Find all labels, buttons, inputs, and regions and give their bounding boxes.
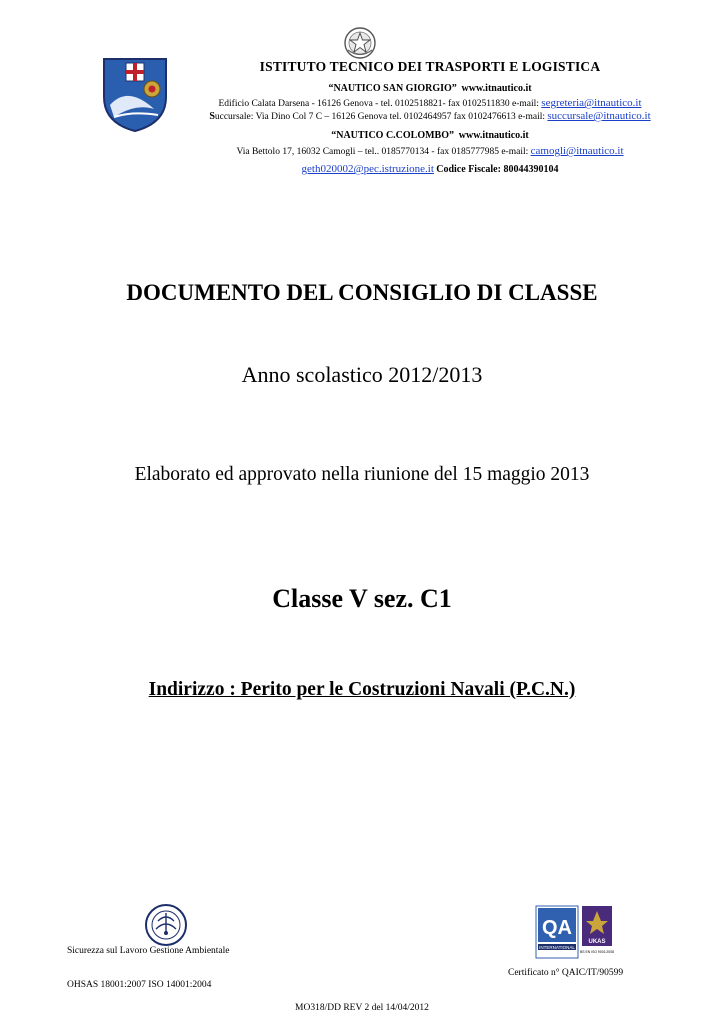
school-name: ISTITUTO TECNICO DEI TRASPORTI E LOGISTICA — [259, 59, 601, 74]
site2-name: “NAUTICO C.COLOMBO” — [331, 130, 455, 141]
qa-logo-subtext: INTERNATIONAL — [539, 945, 575, 950]
course-address: Indirizzo : Perito per le Costruzioni Navali (P.C.N.) — [148, 679, 576, 700]
certification-seal-icon — [142, 903, 190, 947]
site1-website: www.itnautico.it — [461, 83, 532, 94]
safety-environment-label: Sicurezza sul Lavoro Gestione Ambientale — [67, 946, 230, 956]
site2-website: www.itnautico.it — [458, 130, 529, 141]
site1-address-line — [180, 97, 680, 109]
pec-email-link[interactable]: geth020002@pec.istruzione.it — [301, 163, 434, 175]
fiscal-code: Codice Fiscale: 80044390104 — [436, 164, 559, 175]
qa-international-logo — [536, 906, 578, 958]
standards-label: OHSAS 18001:2007 ISO 14001:2004 — [67, 980, 212, 990]
ukas-logo-text: UKAS — [588, 939, 606, 945]
italian-republic-emblem-icon — [343, 26, 377, 60]
pec-line — [180, 163, 680, 175]
site1-branch-initial: S — [209, 111, 215, 122]
qa-logo-text: QA — [542, 917, 572, 939]
site2-heading — [180, 130, 680, 141]
site1-email-link[interactable]: segreteria@itnautico.it — [541, 97, 642, 109]
class-name: Classe V sez. C1 — [272, 584, 452, 613]
document-title: DOCUMENTO DEL CONSIGLIO DI CLASSE — [126, 280, 598, 305]
site2-address: Via Bettolo 17, 16032 Camogli – tel.. 0185770134 - fax 0185777985 e-mail: — [236, 147, 529, 157]
site1-branch-line — [180, 110, 680, 122]
school-year: Anno scolastico 2012/2013 — [241, 362, 483, 387]
site1-branch-email-link[interactable]: succursale@itnautico.it — [547, 110, 651, 122]
approval-note: Elaborato ed approvato nella riunione del 15 maggio 2013 — [134, 464, 590, 485]
site2-address-line — [180, 145, 680, 157]
site1-branch-address: uccursale: Via Dino Col 7 C – 16126 Genova tel. 0102464957 fax 0102476613 e-mail: — [214, 112, 545, 122]
ukas-logo-subtext: BS EN ISO 9001:2008 — [580, 950, 614, 954]
school-crest-icon — [102, 57, 168, 133]
site1-address: Edificio Calata Darsena - 16126 Genova - tel. 0102518821- fax 0102511830 e-mail: — [218, 99, 539, 109]
site1-heading — [180, 83, 680, 94]
revision-label: MO318/DD REV 2 del 14/04/2012 — [295, 1003, 429, 1013]
site2-email-link[interactable]: camogli@itnautico.it — [530, 145, 624, 157]
ukas-logo — [582, 906, 612, 958]
certificate-number: Certificato n° QAIC/IT/90599 — [508, 968, 624, 978]
site1-name: “NAUTICO SAN GIORGIO” — [328, 83, 457, 94]
